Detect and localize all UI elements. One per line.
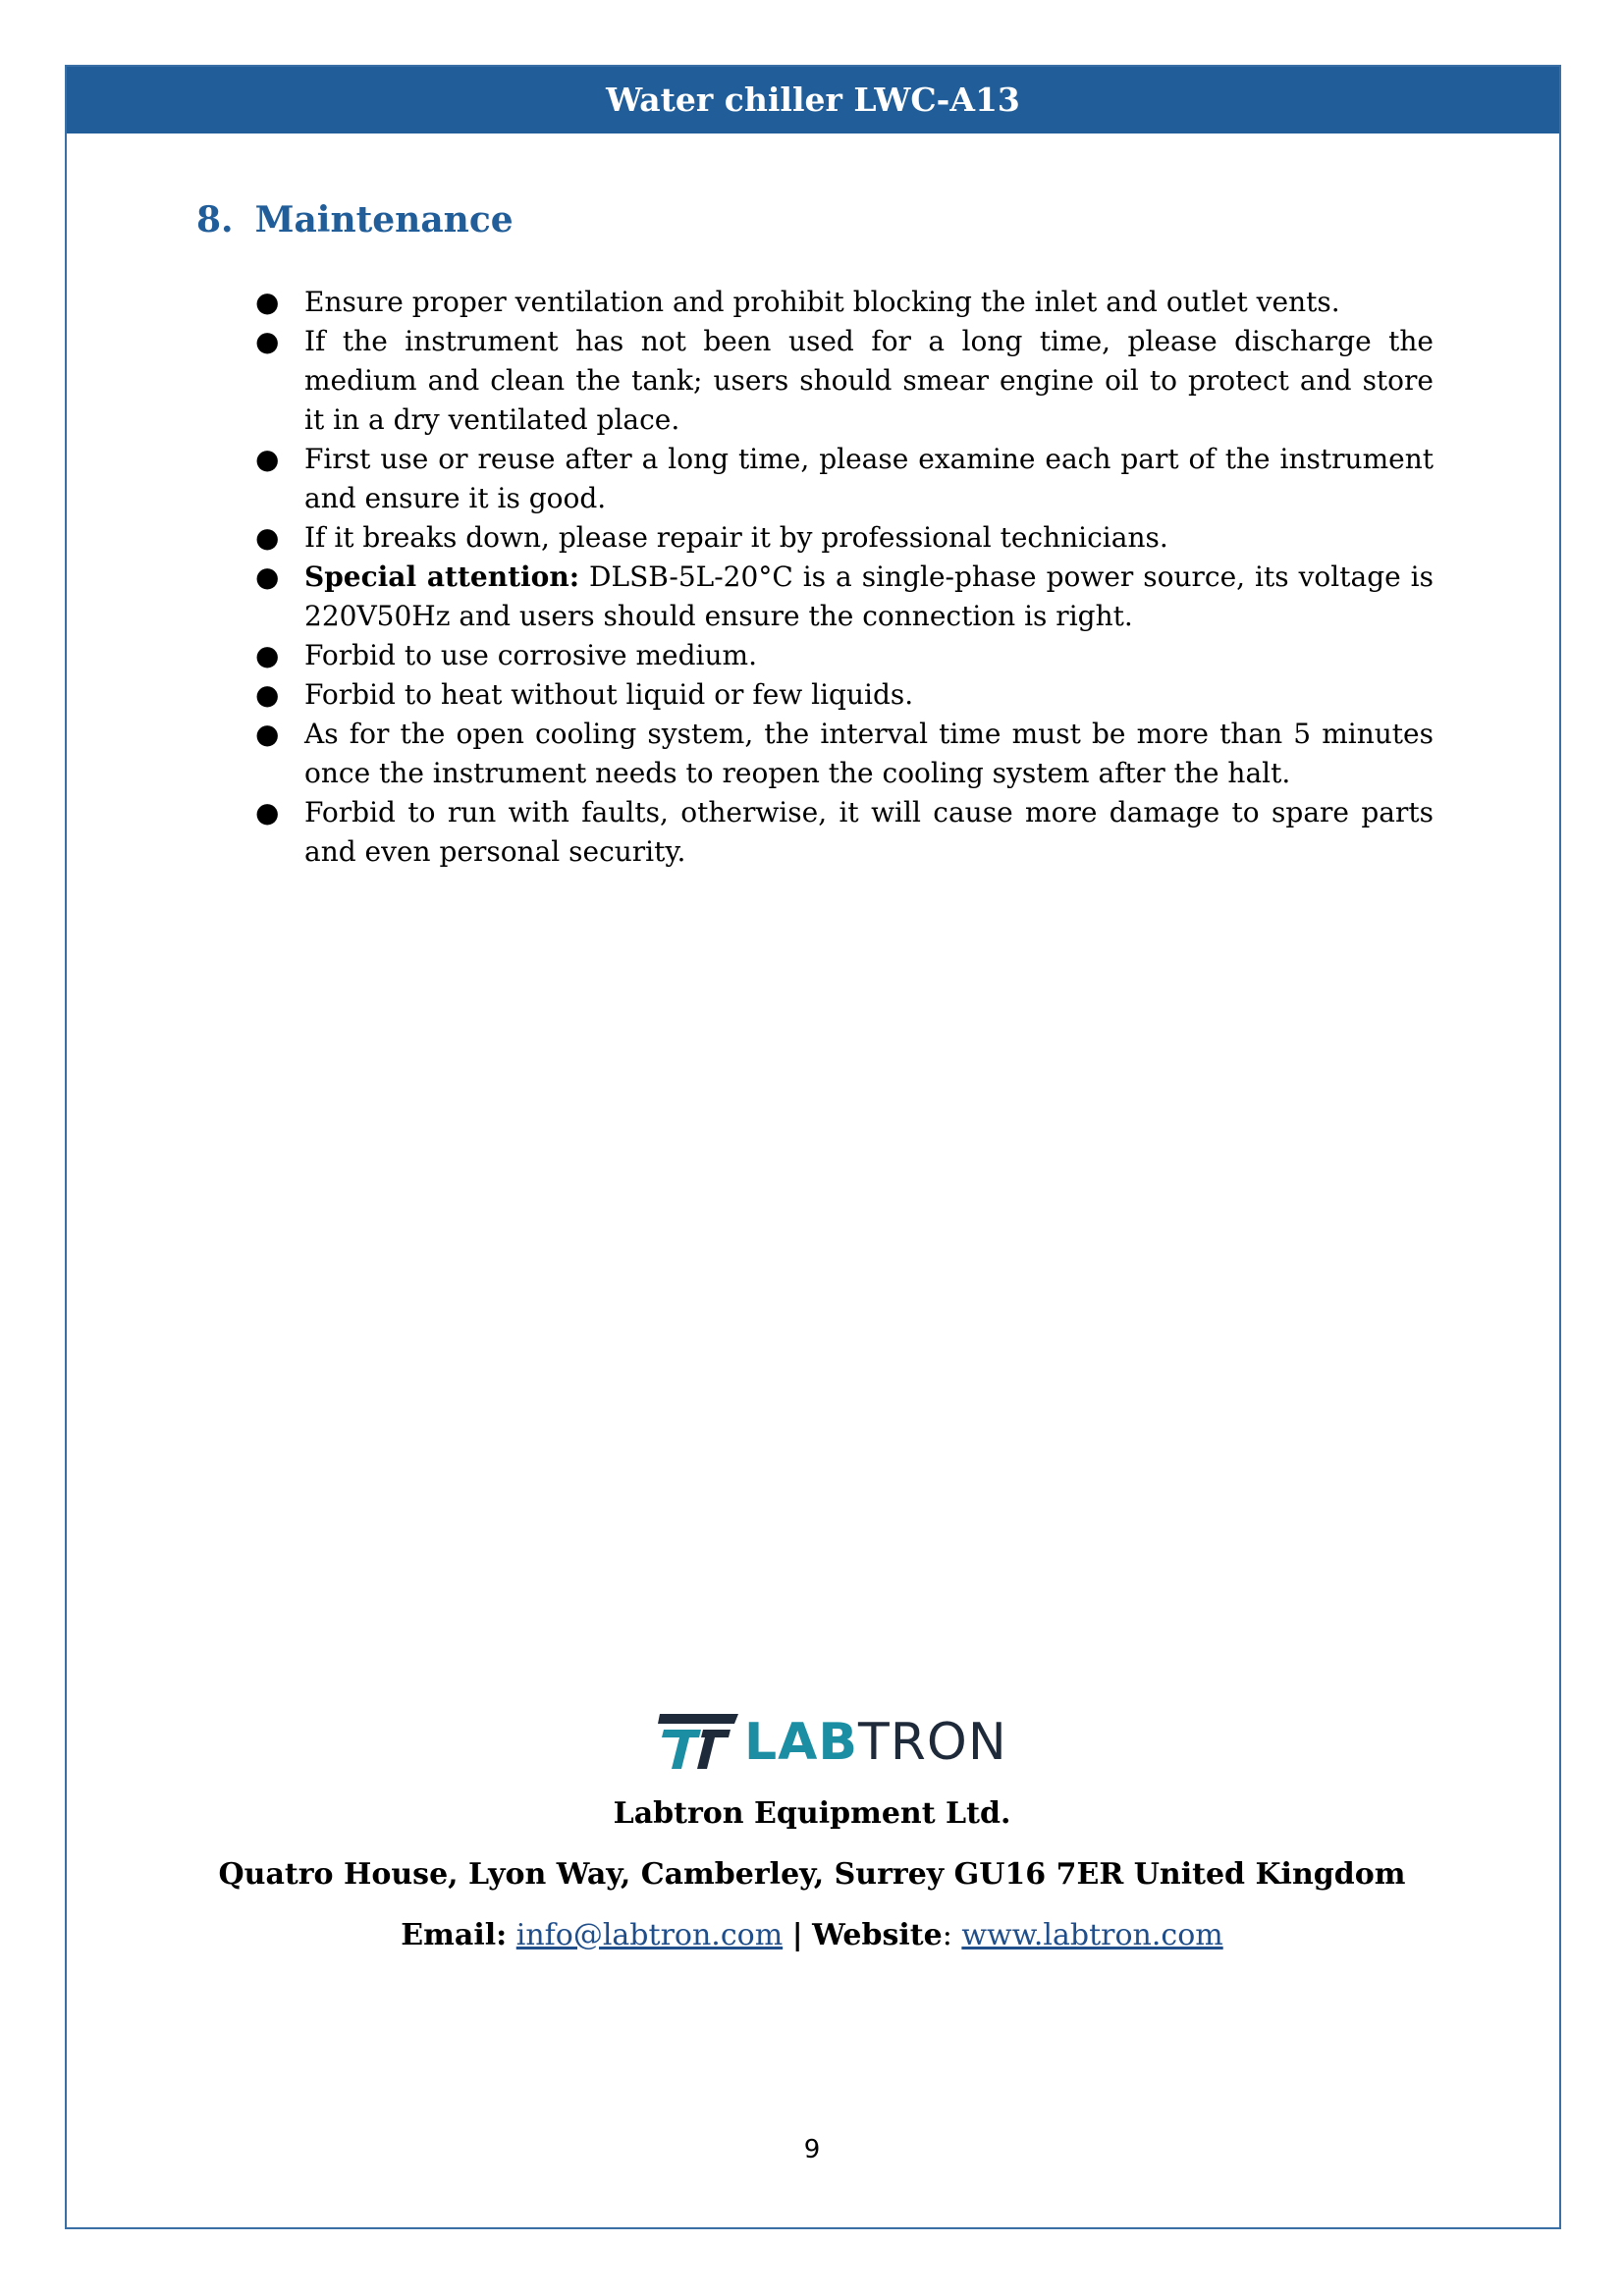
bullet-icon: ● bbox=[255, 286, 280, 318]
contact-line: Email: info@labtron.com | Website: www.labtron.com bbox=[401, 1918, 1223, 1952]
section-number: 8. bbox=[196, 199, 234, 240]
website-link[interactable]: www.labtron.com bbox=[961, 1918, 1223, 1952]
email-link[interactable]: info@labtron.com bbox=[515, 1918, 784, 1952]
email-label: Email: bbox=[401, 1918, 508, 1952]
document-header bbox=[67, 67, 1559, 133]
company-address: Quatro House, Lyon Way, Camberley, Surrey GU16 7ER United Kingdom bbox=[218, 1857, 1406, 1892]
logo-wordmark: LABTRON bbox=[744, 1713, 1007, 1772]
list-item: ● First use or reuse after a long time, please examine each part of the instrument and ensure it is good. bbox=[304, 440, 1434, 518]
bullet-icon: ● bbox=[255, 443, 280, 475]
list-item: ● Ensure proper ventilation and prohibit blocking the inlet and outlet vents. bbox=[304, 283, 1434, 322]
bullet-icon: ● bbox=[255, 796, 280, 828]
list-item: ● If the instrument has not been used for a long time, please discharge the medium and clean the tank; users should smear engine oil to protect and store it in a dry ventilated place. bbox=[304, 322, 1434, 440]
list-item: ● If it breaks down, please repair it by professional technicians. bbox=[304, 518, 1434, 558]
bullet-icon: ● bbox=[255, 521, 280, 554]
bullet-icon: ● bbox=[255, 678, 280, 711]
website-label: Website bbox=[812, 1918, 943, 1952]
labtron-logo-icon bbox=[658, 1712, 740, 1773]
list-item: ● Forbid to run with faults, otherwise, it will cause more damage to spare parts and even personal security. bbox=[304, 793, 1434, 872]
list-item: ● Special attention: DLSB-5L-20°C is a single-phase power source, its voltage is 220V50Hz and users should ensure the connection is right. bbox=[304, 558, 1434, 636]
bullet-icon: ● bbox=[255, 718, 280, 750]
bullet-icon: ● bbox=[255, 639, 280, 671]
list-item: ● Forbid to heat without liquid or few liquids. bbox=[304, 675, 1434, 715]
special-attention-label: Special attention: bbox=[304, 561, 580, 593]
bullet-icon: ● bbox=[255, 325, 280, 357]
maintenance-list bbox=[255, 283, 1435, 872]
separator: | bbox=[791, 1918, 803, 1952]
list-item: ● Forbid to use corrosive medium. bbox=[304, 636, 1434, 675]
bullet-icon: ● bbox=[255, 561, 280, 593]
list-item: ● As for the open cooling system, the interval time must be more than 5 minutes once the instrument needs to reopen the cooling system after the halt. bbox=[304, 715, 1434, 793]
document-title: Water chiller LWC-A13 bbox=[606, 80, 1020, 119]
labtron-logo bbox=[658, 1708, 1007, 1777]
page-number: 9 bbox=[803, 2135, 821, 2164]
company-name: Labtron Equipment Ltd. bbox=[613, 1796, 1011, 1831]
section-heading bbox=[196, 196, 514, 243]
section-title: Maintenance bbox=[254, 199, 514, 240]
